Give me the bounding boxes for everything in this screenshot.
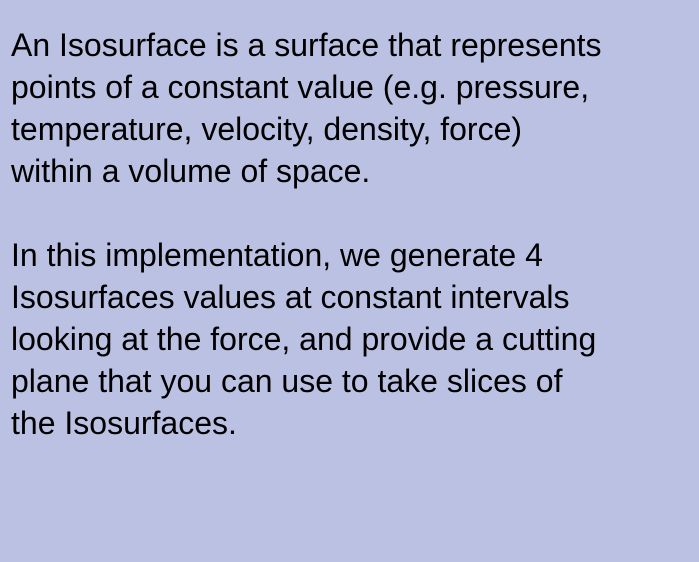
text-line: temperature, velocity, density, force) <box>11 111 523 147</box>
text-line: the Isosurfaces. <box>11 405 237 441</box>
implementation-paragraph <box>11 234 689 444</box>
text-line: An Isosurface is a surface that represents <box>11 27 602 63</box>
text-line: looking at the force, and provide a cutting <box>11 321 597 357</box>
text-line: Isosurfaces values at constant intervals <box>11 279 570 315</box>
text-line: points of a constant value (e.g. pressure, <box>11 69 590 105</box>
text-line: plane that you can use to take slices of <box>11 363 563 399</box>
text-line: In this implementation, we generate 4 <box>11 237 543 273</box>
description-paragraph <box>11 24 689 192</box>
text-line: within a volume of space. <box>11 153 371 189</box>
